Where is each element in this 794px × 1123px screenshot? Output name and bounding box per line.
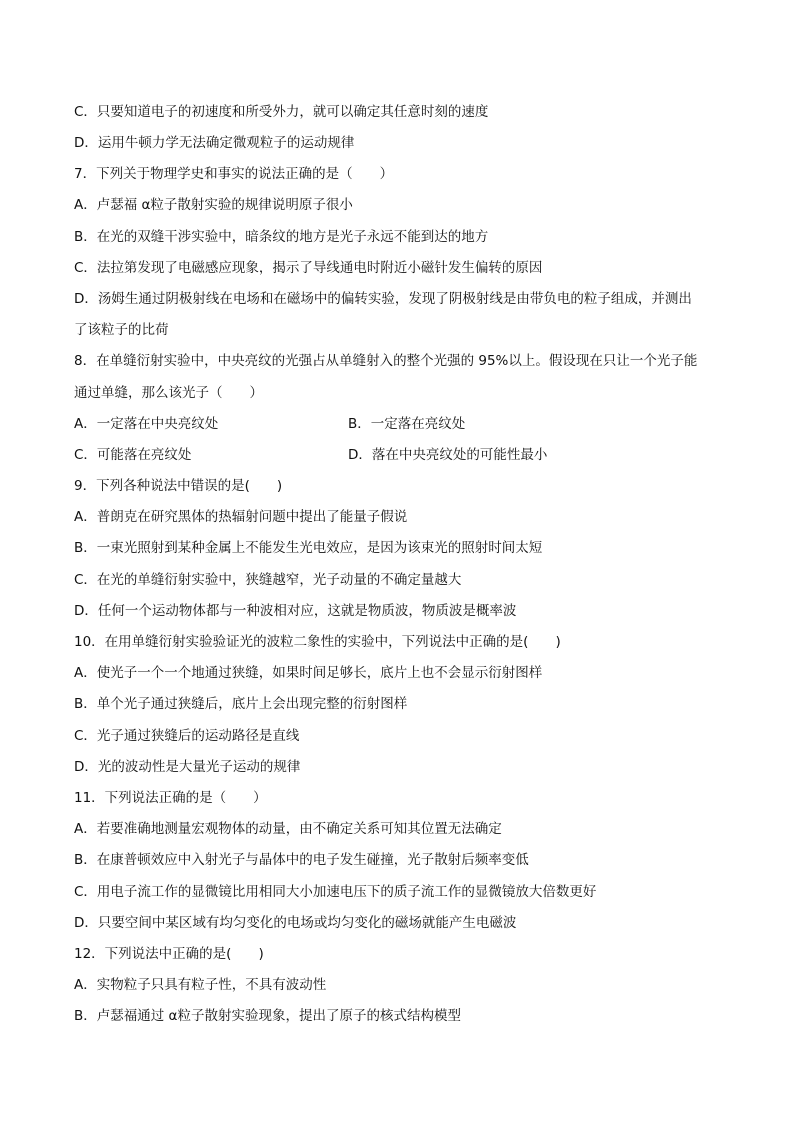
question-10-option-c: C．光子通过狭缝后的运动路径是直线: [74, 728, 300, 744]
question-9-stem: 9．下列各种说法中错误的是( ): [74, 478, 283, 494]
question-7-option-d: D．汤姆生通过阴极射线在电场和在磁场中的偏转实验，发现了阴极射线是由带负电的粒子组成，并测出: [74, 291, 692, 307]
question-8-stem-continued: 通过单缝，那么该光子（ ）: [74, 385, 263, 401]
question-6-option-d: D．运用牛顿力学无法确定微观粒子的运动规律: [74, 135, 355, 151]
question-8-stem: 8．在单缝衍射实验中，中央亮纹的光强占从单缝射入的整个光强的 95%以上。假设现在只让一个光子能: [74, 353, 698, 369]
question-7-option-c: C．法拉第发现了电磁感应现象，揭示了导线通电时附近小磁针发生偏转的原因: [74, 260, 543, 276]
question-11-option-d: D．只要空间中某区域有均匀变化的电场或均匀变化的磁场就能产生电磁波: [74, 915, 517, 931]
question-9-option-d: D．任何一个运动物体都与一种波相对应，这就是物质波，物质波是概率波: [74, 603, 517, 619]
question-8-option-b: B．一定落在亮纹处: [348, 416, 466, 432]
question-8-option-a: A．一定落在中央亮纹处: [74, 416, 219, 432]
question-9-option-b: B．一束光照射到某种金属上不能发生光电效应，是因为该束光的照射时间太短: [74, 540, 543, 556]
question-10-option-a: A．使光子一个一个地通过狭缝，如果时间足够长，底片上也不会显示衍射图样: [74, 665, 543, 681]
question-12-option-b: B．卢瑟福通过 α粒子散射实验现象，提出了原子的核式结构模型: [74, 1008, 461, 1024]
question-11-option-a: A．若要准确地测量宏观物体的动量，由不确定关系可知其位置无法确定: [74, 821, 502, 837]
question-10-option-d: D．光的波动性是大量光子运动的规律: [74, 759, 301, 775]
question-8-option-c: C．可能落在亮纹处: [74, 447, 192, 463]
question-7-stem: 7．下列关于物理学史和事实的说法正确的是（ ）: [74, 166, 394, 182]
question-11-stem: 11．下列说法正确的是（ ）: [74, 790, 267, 806]
question-9-option-c: C．在光的单缝衍射实验中，狭缝越窄，光子动量的不确定量越大: [74, 572, 462, 588]
question-7-option-a: A．卢瑟福 α粒子散射实验的规律说明原子很小: [74, 197, 353, 213]
question-7-option-b: B．在光的双缝干涉实验中，暗条纹的地方是光子永远不能到达的地方: [74, 229, 489, 245]
question-11-option-b: B．在康普顿效应中入射光子与晶体中的电子发生碰撞，光子散射后频率变低: [74, 852, 529, 868]
question-6-option-c: C．只要知道电子的初速度和所受外力，就可以确定其任意时刻的速度: [74, 104, 489, 120]
question-10-option-b: B．单个光子通过狭缝后，底片上会出现完整的衍射图样: [74, 696, 408, 712]
question-9-option-a: A．普朗克在研究黑体的热辐射问题中提出了能量子假说: [74, 509, 408, 525]
question-8-option-d: D．落在中央亮纹处的可能性最小: [348, 447, 548, 463]
question-10-stem: 10．在用单缝衍射实验验证光的波粒二象性的实验中，下列说法中正确的是( ): [74, 634, 561, 650]
question-12-option-a: A．实物粒子只具有粒子性，不具有波动性: [74, 977, 327, 993]
question-11-option-c: C．用电子流工作的显微镜比用相同大小加速电压下的质子流工作的显微镜放大倍数更好: [74, 884, 597, 900]
question-7-option-d-continued: 了该粒子的比荷: [74, 322, 169, 338]
question-12-stem: 12．下列说法中正确的是( ): [74, 946, 264, 962]
